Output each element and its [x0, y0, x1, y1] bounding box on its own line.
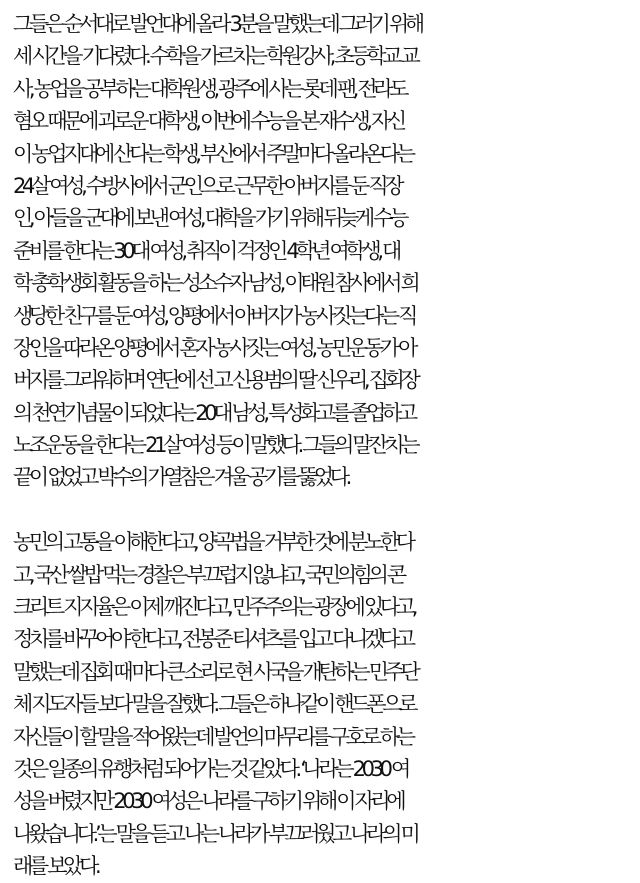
text-line: 농민의 고통을 이해한다고, 양곡법을 거부한 것에 분노한다: [13, 530, 412, 555]
paragraph-spacer: [13, 494, 635, 526]
paragraph-1: [13, 8, 635, 494]
text-line: 체 지도자들 보다 말을 잘했다. 그들은 하나같이 핸드폰으로: [13, 692, 415, 717]
text-line: 말했는데 집회 때 마다 큰 소리로 현 시국을 개탄하는 민주단: [13, 659, 417, 684]
text-line: 버지를 그리워하며 연단에 선 고 신용범의 딸 신우리, 집회장: [13, 368, 417, 393]
text-line: 고, 국산 쌀밥 먹는 경찰은 부끄럽지 않냐고, 국민의힘의 콘: [13, 562, 403, 587]
text-line: 사, 농업을 공부하는 대학원생, 광주에 사는 롯데 팬, 전라도: [13, 76, 406, 101]
text-line: 성을 버렸지만 2030 여성은 나라를 구하기 위해 이 자리에: [13, 789, 403, 814]
text-line: 혐오 때문에 괴로운 대학생, 이번에 수능을 본 재수생, 자신: [13, 109, 403, 134]
text-line: 의 천연기념물이 되었다는 20대 남성, 특성화고를 졸업하고: [13, 400, 414, 425]
text-line: 준비를 한다는 30대 여성, 취직이 걱정인 4학년 여학생, 대: [13, 238, 398, 263]
document-body: [13, 8, 635, 883]
paragraph-2: [13, 526, 635, 882]
text-line: 장인을 따라온 양평에서 혼자 농사짓는 여성, 농민운동가 아: [13, 335, 415, 360]
text-line: 생당한 친구를 둔 여성, 양평에서 아버지가 농사짓는다는 직: [13, 303, 415, 328]
text-line: 그들은 순서대로 발언대에 올라 3분을 말했는데 그러기 위해: [13, 12, 421, 36]
text-line: 세 시간을 기다렸다. 수학을 가르치는 학원강사, 초등학교 교: [13, 44, 417, 69]
text-line: 래를 보았다.: [13, 854, 98, 879]
text-line: 인, 아들을 군대에 보낸 여성, 대학을 가기 위해 뒤늦게 수능: [13, 206, 406, 231]
text-line: 정치를 바꾸어야 한다고, 전봉준 티셔츠를 입고 다니겠다고: [13, 627, 412, 652]
text-line: 크리트 지지율은 이제 깨진다고, 민주주의는 광장에 있다고,: [13, 595, 415, 620]
text-line: 이 농업지대에 산다는 학생, 부산에서 주말마다 올라온다는: [13, 141, 412, 166]
text-line: 24살 여성, 수방사에서 군인으로 근무한 아버지를 둔 직장: [13, 173, 401, 198]
text-line: 노조운동을 한다는 21살 여성 등이 말했다. 그들의 말잔치는: [13, 433, 417, 458]
text-line: 나왔습니다.’는 말을 듣고 나는 나라가 부끄러웠고 나라의 미: [13, 821, 417, 846]
text-line: 자신들이 할 말을 적어왔는데 발언의 마무리를 구호로 하는: [13, 724, 412, 749]
text-line: 학 총학생회 활동을 하는 성소수자 남성, 이태원 참사에서 희: [13, 271, 417, 296]
text-line: 것은 일종의 유행처럼 되어가는 것 같았다. ‘나라는 2030 여: [13, 756, 407, 781]
text-line: 끝이 없었고 박수의 가열참은 겨울 공기를 뚫었다.: [13, 465, 348, 490]
